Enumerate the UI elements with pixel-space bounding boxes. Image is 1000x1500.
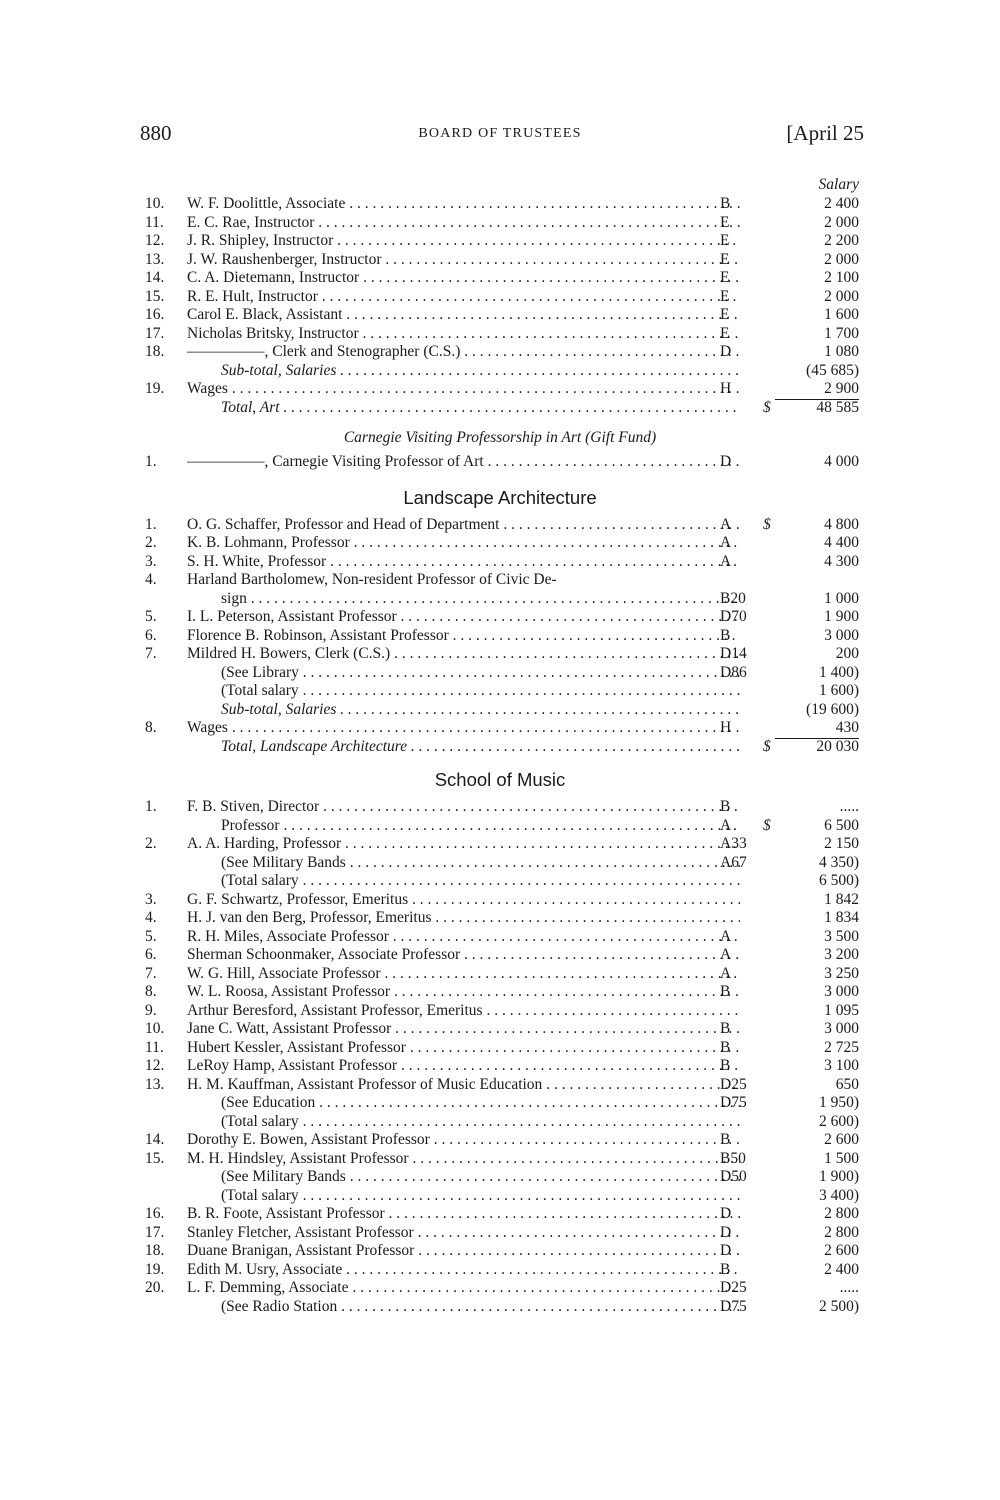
- row-description: Mildred H. Bowers, Clerk (C.S.) . . .: [187, 645, 740, 664]
- row-description: (Total salary . . .: [221, 682, 740, 701]
- row-number: 4.: [145, 909, 157, 926]
- page-header: [0, 121, 1000, 147]
- row-number: 20.: [145, 1279, 165, 1296]
- row-salary: 2 000: [824, 287, 859, 305]
- row-description: W. F. Doolittle, Associate . . .: [187, 195, 740, 214]
- table-row: [145, 1075, 859, 1095]
- row-description: Total, Art . . .: [221, 399, 740, 418]
- row-grade: B: [720, 195, 731, 212]
- table-row: [145, 1020, 859, 1039]
- table-row: [145, 1149, 859, 1169]
- table-row: [145, 306, 859, 325]
- row-salary: 1 400): [818, 663, 859, 681]
- table-row: [145, 269, 859, 288]
- row-grade: A: [720, 927, 732, 945]
- table-row: [145, 1242, 859, 1261]
- row-description: (Total salary . . .: [221, 1187, 740, 1206]
- row-description: R. E. Hult, Instructor . . .: [187, 288, 740, 307]
- row-description: S. H. White, Professor . . .: [187, 553, 740, 572]
- row-grade: A: [720, 515, 732, 533]
- row-number: 16.: [145, 1205, 165, 1222]
- row-salary: 20 030: [816, 737, 859, 755]
- row-salary: 1 950): [818, 1094, 859, 1111]
- row-description: K. B. Lohmann, Professor . . .: [187, 534, 740, 553]
- row-salary: 2 400: [824, 1260, 859, 1278]
- row-description: Sub-total, Salaries . . .: [221, 701, 740, 720]
- row-grade: D: [720, 1205, 732, 1222]
- row-description: (See Military Bands . . .: [221, 1168, 740, 1187]
- row-description: (See Library . . .: [221, 664, 740, 683]
- row-salary: 6 500): [818, 872, 859, 889]
- table-row: [145, 232, 859, 251]
- row-grade: D: [720, 343, 732, 360]
- row-salary: .....: [839, 1279, 859, 1296]
- row-dollar-sign: $: [763, 515, 771, 533]
- table-row: [145, 343, 859, 362]
- row-salary: 1 000: [824, 589, 859, 607]
- table-row: [145, 1186, 859, 1206]
- row-grade: A67: [720, 853, 747, 871]
- row-grade: E: [720, 306, 730, 323]
- table-row: [145, 534, 859, 553]
- table-row: [145, 816, 859, 836]
- row-number: 16.: [145, 306, 165, 323]
- row-grade: D: [720, 1223, 732, 1241]
- row-grade: E: [720, 324, 730, 342]
- row-number: 10.: [145, 195, 165, 212]
- row-salary: 3 250: [824, 964, 859, 982]
- row-number: 3.: [145, 890, 157, 908]
- row-grade: A: [720, 964, 732, 982]
- row-description: Arthur Beresford, Assistant Professor, Emeritus . . .: [187, 1002, 740, 1021]
- row-grade: B: [720, 1260, 731, 1278]
- row-grade: B: [720, 1020, 731, 1037]
- table-row: [145, 213, 859, 233]
- row-salary: 1 834: [824, 909, 859, 926]
- row-grade: D25: [720, 1279, 747, 1296]
- salary-table: [145, 175, 859, 1316]
- row-grade: D86: [720, 663, 747, 681]
- table-row: [145, 608, 859, 627]
- page-number: 880: [140, 121, 172, 145]
- table-row: [145, 737, 859, 757]
- row-grade: D75: [720, 1094, 747, 1111]
- row-description: Duane Branigan, Assistant Professor . . .: [187, 1242, 740, 1261]
- row-salary: 3 000: [824, 983, 859, 1000]
- row-description: Hubert Kessler, Assistant Professor . . .: [187, 1039, 740, 1058]
- row-number: 18.: [145, 343, 165, 360]
- row-description: Harland Bartholomew, Non-resident Professor of Civic De-: [187, 571, 557, 588]
- row-salary: 4 350): [818, 853, 859, 871]
- row-description: (See Military Bands . . .: [221, 854, 740, 873]
- row-number: 6.: [145, 946, 157, 963]
- table-row: [145, 853, 859, 873]
- row-number: 8.: [145, 719, 157, 736]
- row-salary: 4 000: [824, 453, 859, 470]
- row-salary: 1 600: [824, 306, 859, 323]
- row-salary: 2 100: [824, 269, 859, 286]
- row-description: A. A. Harding, Professor . . .: [187, 835, 740, 854]
- row-description: Professor . . .: [221, 817, 740, 836]
- row-grade: B: [720, 1057, 731, 1074]
- row-description: (Total salary . . .: [221, 872, 740, 891]
- row-grade: H: [720, 719, 732, 736]
- row-salary: 2 600: [824, 1242, 859, 1259]
- row-description: Wages . . .: [187, 380, 740, 399]
- table-row: [145, 1297, 859, 1317]
- row-grade: D70: [720, 608, 747, 625]
- row-description: L. F. Demming, Associate . . .: [187, 1279, 740, 1298]
- row-salary: 2 900: [775, 380, 859, 400]
- table-row: [145, 589, 859, 609]
- row-salary: .....: [839, 798, 859, 815]
- row-dollar-sign: $: [763, 398, 771, 416]
- row-grade: D75: [720, 1297, 747, 1315]
- row-grade: D14: [720, 645, 747, 662]
- row-number: 7.: [145, 645, 157, 662]
- row-number: 19.: [145, 380, 165, 397]
- row-description: E. C. Rae, Instructor . . .: [187, 214, 740, 233]
- table-row: [145, 195, 859, 214]
- row-salary: 2 150: [824, 835, 859, 852]
- row-grade: A: [720, 552, 732, 570]
- row-grade: A: [720, 816, 732, 834]
- row-description: M. H. Hindsley, Assistant Professor . . .: [187, 1150, 740, 1169]
- salary-column-header: Salary: [818, 176, 859, 193]
- row-number: 14.: [145, 269, 165, 286]
- row-description: Edith M. Usry, Associate . . .: [187, 1261, 740, 1280]
- table-row: [145, 324, 859, 344]
- row-salary: 1 080: [824, 343, 859, 360]
- section-carnegie: [145, 453, 859, 472]
- table-row: [145, 453, 859, 472]
- table-row: [145, 798, 859, 817]
- table-row: [145, 626, 859, 646]
- table-row: [145, 719, 859, 738]
- row-number: 18.: [145, 1242, 165, 1259]
- row-grade: E: [720, 250, 730, 268]
- row-number: 13.: [145, 1075, 165, 1093]
- running-title: BOARD OF TRUSTEES: [418, 126, 582, 141]
- row-grade: D50: [720, 1168, 747, 1185]
- row-number: 14.: [145, 1131, 165, 1148]
- section-heading-carnegie: Carnegie Visiting Professorship in Art (Gift Fund): [343, 429, 657, 446]
- row-description: —————, Clerk and Stenographer (C.S.) . . .: [187, 343, 740, 362]
- row-number: 11.: [145, 213, 164, 231]
- row-salary: 1 700: [824, 324, 859, 342]
- row-grade: A: [720, 534, 732, 551]
- table-row: [145, 1057, 859, 1076]
- row-description: Carol E. Black, Assistant . . .: [187, 306, 740, 325]
- row-salary: 3 000: [824, 1020, 859, 1037]
- row-number: 1.: [145, 515, 157, 533]
- row-number: 11.: [145, 1038, 164, 1056]
- table-row: [145, 380, 859, 399]
- row-salary: 200: [835, 645, 859, 662]
- row-salary: 1 900): [818, 1168, 859, 1185]
- row-description: O. G. Schaffer, Professor and Head of Department . . .: [187, 516, 740, 535]
- row-description: J. W. Raushenberger, Instructor . . .: [187, 251, 740, 270]
- row-salary: 3 100: [824, 1057, 859, 1074]
- table-row: [145, 835, 859, 854]
- table-row: [145, 287, 859, 307]
- table-row: [145, 1094, 859, 1113]
- row-number: 2.: [145, 534, 157, 551]
- row-grade: E: [720, 287, 730, 305]
- row-description: Nicholas Britsky, Instructor . . .: [187, 325, 740, 344]
- row-description: Jane C. Watt, Assistant Professor . . .: [187, 1020, 740, 1039]
- row-number: 12.: [145, 1057, 165, 1074]
- row-grade: H: [720, 380, 732, 397]
- table-row: [145, 700, 859, 720]
- row-number: 7.: [145, 964, 157, 982]
- row-grade: D25: [720, 1075, 747, 1093]
- row-number: 6.: [145, 626, 157, 644]
- row-description: J. R. Shipley, Instructor . . .: [187, 232, 740, 251]
- row-salary: 2 500): [818, 1297, 859, 1315]
- row-dollar-sign: $: [763, 737, 771, 755]
- table-row: [145, 909, 859, 928]
- row-number: 10.: [145, 1020, 165, 1037]
- row-salary: 2 800: [824, 1223, 859, 1241]
- row-grade: B: [720, 1038, 731, 1056]
- table-row: [145, 571, 855, 590]
- table-row: [145, 872, 859, 891]
- row-salary: 3 500: [824, 927, 859, 945]
- row-salary: 2 200: [824, 232, 859, 249]
- row-grade: E: [720, 213, 730, 231]
- row-grade: E: [720, 269, 730, 286]
- row-description: I. L. Peterson, Assistant Professor . . .: [187, 608, 740, 627]
- row-description: Stanley Fletcher, Assistant Professor . . .: [187, 1224, 740, 1243]
- running-date: [April 25: [786, 121, 864, 145]
- row-description: Sherman Schoonmaker, Associate Professor . . .: [187, 946, 740, 965]
- row-description: (Total salary . . .: [221, 1113, 740, 1132]
- table-row: [145, 398, 859, 418]
- row-salary: 2 000: [824, 250, 859, 268]
- row-number: 15.: [145, 287, 165, 305]
- row-description: G. F. Schwartz, Professor, Emeritus . . .: [187, 891, 740, 910]
- row-salary: 1 095: [824, 1001, 859, 1019]
- row-number: 4.: [145, 571, 157, 588]
- table-row: [145, 663, 859, 683]
- row-salary: 4 400: [824, 534, 859, 551]
- table-row: [145, 1205, 859, 1224]
- row-salary: 3 000: [824, 626, 859, 644]
- row-number: 2.: [145, 835, 157, 852]
- table-row: [145, 361, 859, 381]
- row-description: (See Radio Station . . .: [221, 1298, 740, 1317]
- table-row: [145, 1038, 859, 1058]
- row-grade: B50: [720, 1149, 746, 1167]
- table-row: [145, 1168, 859, 1187]
- row-number: 8.: [145, 983, 157, 1000]
- table-row: [145, 552, 859, 572]
- section-art: [145, 195, 859, 417]
- table-row: [145, 250, 859, 270]
- row-description: C. A. Dietemann, Instructor . . .: [187, 269, 740, 288]
- row-grade: E: [720, 232, 730, 249]
- row-number: 1.: [145, 798, 157, 815]
- row-salary: 2 600: [824, 1131, 859, 1148]
- row-number: 9.: [145, 1001, 157, 1019]
- row-dollar-sign: $: [763, 816, 771, 834]
- table-row: [145, 983, 859, 1002]
- row-salary: 2 725: [824, 1038, 859, 1056]
- row-salary: 2 000: [824, 213, 859, 231]
- table-row: [145, 682, 859, 701]
- table-row: [145, 890, 859, 910]
- table-row: [145, 946, 859, 965]
- table-row: [145, 1131, 859, 1150]
- row-salary: 3 200: [824, 946, 859, 963]
- row-number: 3.: [145, 552, 157, 570]
- table-row: [145, 1001, 859, 1021]
- row-description: H. J. van den Berg, Professor, Emeritus . . .: [187, 909, 740, 928]
- row-description: (See Education . . .: [221, 1094, 740, 1113]
- row-grade: D: [720, 1242, 732, 1259]
- row-description: H. M. Kauffman, Assistant Professor of Music Education . . .: [187, 1076, 740, 1095]
- row-number: 1.: [145, 453, 157, 470]
- row-salary: (45 685): [806, 361, 859, 379]
- row-salary: 1 842: [824, 890, 859, 908]
- row-description: sign . . .: [221, 590, 740, 609]
- row-number: 12.: [145, 232, 165, 249]
- row-grade: B: [720, 1131, 731, 1148]
- table-row: [145, 1260, 859, 1280]
- row-grade: D: [720, 453, 732, 470]
- row-description: F. B. Stiven, Director . . .: [187, 798, 740, 817]
- row-number: 17.: [145, 1223, 165, 1241]
- section-heading-music: School of Music: [434, 769, 566, 790]
- table-row: [145, 645, 859, 664]
- row-salary: 430: [775, 719, 859, 739]
- row-grade: B: [720, 626, 731, 644]
- row-salary: 48 585: [816, 398, 859, 416]
- table-row: [145, 1223, 859, 1243]
- row-description: LeRoy Hamp, Assistant Professor . . .: [187, 1057, 740, 1076]
- row-description: Dorothy E. Bowen, Assistant Professor . . .: [187, 1131, 740, 1150]
- row-grade: A: [720, 946, 732, 963]
- row-description: B. R. Foote, Assistant Professor . . .: [187, 1205, 740, 1224]
- row-number: 5.: [145, 927, 157, 945]
- row-salary: 2 400: [824, 195, 859, 212]
- row-salary: (19 600): [806, 700, 859, 718]
- row-description: W. G. Hill, Associate Professor . . .: [187, 965, 740, 984]
- row-description: R. H. Miles, Associate Professor . . .: [187, 928, 740, 947]
- row-salary: 2 800: [824, 1205, 859, 1222]
- row-description: Sub-total, Salaries . . .: [221, 362, 740, 381]
- row-description: —————, Carnegie Visiting Professor of Art . . .: [187, 453, 740, 472]
- row-grade: A33: [720, 835, 747, 852]
- table-row: [145, 515, 859, 535]
- section-music: [145, 798, 859, 1316]
- row-salary: 6 500: [824, 816, 859, 834]
- row-description: W. L. Roosa, Assistant Professor . . .: [187, 983, 740, 1002]
- table-row: [145, 1279, 859, 1298]
- row-description: Wages . . .: [187, 719, 740, 738]
- row-grade: B: [720, 798, 731, 815]
- row-salary: 4 800: [824, 515, 859, 533]
- row-number: 15.: [145, 1149, 165, 1167]
- row-number: 5.: [145, 608, 157, 625]
- row-description: Florence B. Robinson, Assistant Professor . . .: [187, 627, 740, 646]
- section-heading-landscape: Landscape Architecture: [403, 486, 597, 508]
- section-landscape: [145, 515, 859, 757]
- row-grade: B: [720, 983, 731, 1000]
- row-salary: 1 500: [824, 1149, 859, 1167]
- row-salary: 1 900: [824, 608, 859, 625]
- row-salary: 3 400): [818, 1186, 859, 1204]
- table-row: [145, 927, 859, 947]
- row-salary: 2 600): [818, 1112, 859, 1130]
- row-number: 13.: [145, 250, 165, 268]
- row-number: 19.: [145, 1260, 165, 1278]
- table-row: [145, 1112, 859, 1132]
- row-salary: 4 300: [824, 552, 859, 570]
- row-grade: B20: [720, 589, 746, 607]
- row-salary: 650: [835, 1075, 859, 1093]
- row-number: 17.: [145, 324, 165, 342]
- table-row: [145, 964, 859, 984]
- row-description: Total, Landscape Architecture . . .: [221, 738, 740, 757]
- row-salary: 1 600): [818, 682, 859, 699]
